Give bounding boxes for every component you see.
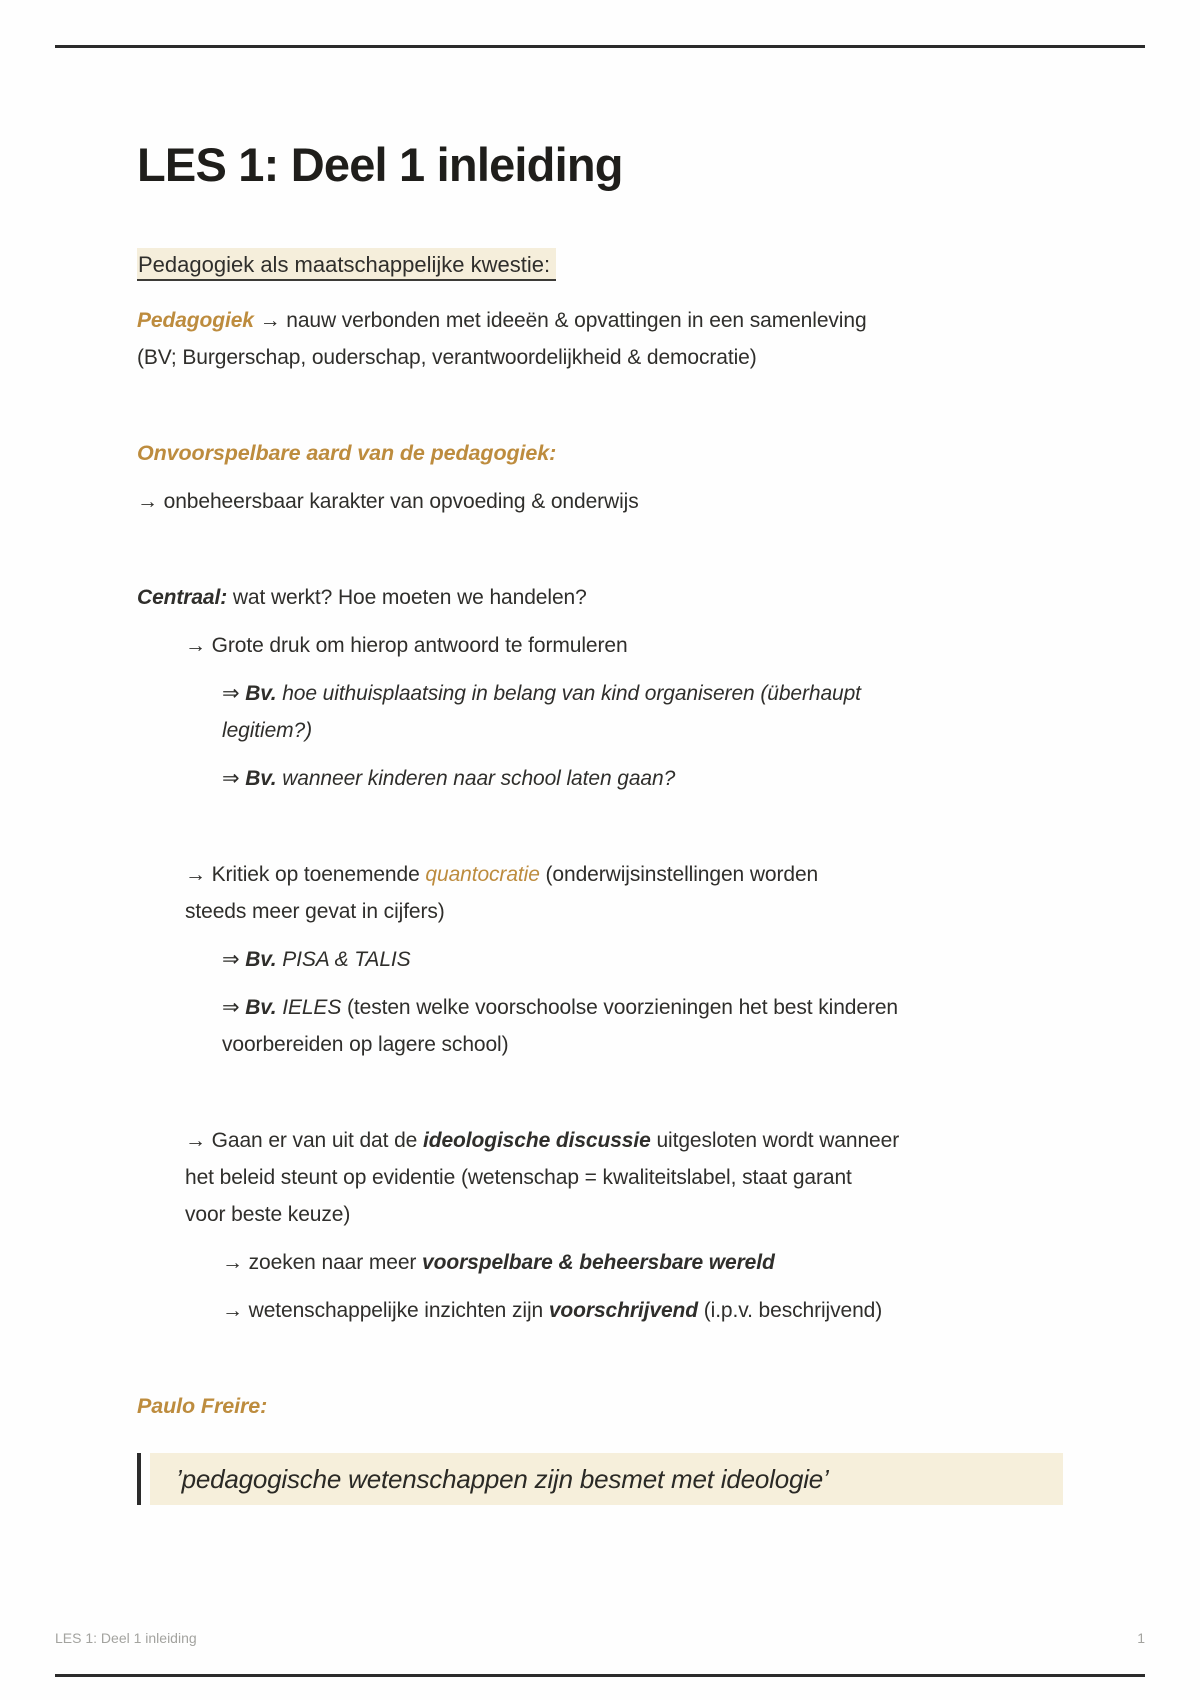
footer-page-number: 1 [1137, 1630, 1145, 1646]
paragraph [137, 1292, 1063, 1329]
paragraph [137, 302, 1063, 376]
paragraph [137, 675, 1063, 749]
text-run: ⇒ [222, 948, 246, 971]
spacer [137, 1074, 1063, 1111]
quote-bar [137, 1453, 141, 1505]
spacer [137, 387, 1063, 424]
document-blocks [137, 250, 1063, 1505]
text-run: ⇒ [222, 996, 246, 1019]
footer-title: LES 1: Deel 1 inleiding [55, 1630, 197, 1646]
text-run: Centraal: [137, 586, 228, 609]
text-run: Bv. [245, 682, 277, 705]
text-run: (onderwijsinstellingen worden [539, 863, 819, 886]
text-run: ⇒ [222, 767, 246, 790]
text-run: (BV; Burgerschap, ouderschap, verantwoordelijkheid & democratie) [137, 346, 757, 369]
paragraph [137, 579, 1063, 616]
text-run: voorspelbare & beheersbare wereld [422, 1251, 775, 1274]
text-run: wat werkt? Hoe moeten we handelen? [227, 586, 587, 609]
subsection-heading [137, 1388, 1063, 1425]
text-run: Onvoorspelbare aard van de pedagogiek: [137, 441, 557, 465]
text-run: voorbereiden op lagere school) [222, 1033, 509, 1056]
accent-text-run: Pedagogiek [137, 309, 254, 332]
spacer [137, 808, 1063, 845]
quote-text [150, 1453, 1063, 1505]
spacer [137, 1340, 1063, 1377]
text-run: ⇒ [222, 682, 246, 705]
text-run: IELES [276, 996, 342, 1019]
text-run: wanneer kinderen naar school laten gaan? [276, 767, 676, 790]
text-run: legitiem?) [222, 719, 313, 742]
page-title: LES 1: Deel 1 inleiding [137, 138, 623, 191]
paragraph [137, 1122, 1063, 1233]
paragraph [137, 627, 1063, 664]
top-rule [55, 45, 1145, 48]
text-run: Paulo Freire: [137, 1394, 268, 1418]
subsection-heading [137, 435, 1063, 472]
text-run: Pedagogiek als maatschappelijke kwestie: [138, 252, 551, 277]
paragraph [137, 941, 1063, 978]
text-run: → Grote druk om hierop antwoord te formuleren [185, 634, 628, 657]
paragraph [137, 760, 1063, 797]
paragraph [137, 989, 1063, 1063]
text-run: → wetenschappelijke inzichten zijn [222, 1299, 549, 1322]
text-run: (testen welke voorschoolse voorzieningen het best kinderen [341, 996, 899, 1019]
text-run: → onbeheersbaar karakter van opvoeding & onderwijs [137, 490, 639, 513]
text-run: → Kritiek op toenemende [185, 863, 426, 886]
text-run: ’pedagogische wetenschappen zijn besmet met ideologie’ [176, 1464, 829, 1494]
paragraph [137, 1244, 1063, 1281]
text-run: Bv. [245, 996, 277, 1019]
highlighted-underlined-text [137, 248, 556, 281]
accent-text-run: quantocratie [425, 863, 540, 886]
text-run: voor beste keuze) [185, 1203, 351, 1226]
text-run: → zoeken naar meer [222, 1251, 423, 1274]
text-run: voorschrijvend [548, 1299, 698, 1322]
text-run: hoe uithuisplaatsing in belang van kind organiseren (überhaupt [276, 682, 861, 705]
text-run: het beleid steunt op evidentie (wetenschap = kwaliteitslabel, staat garant [185, 1166, 852, 1189]
text-run: uitgesloten wordt wanneer [650, 1129, 900, 1152]
text-run: → Gaan er van uit dat de [185, 1129, 423, 1152]
bottom-rule [55, 1674, 1145, 1677]
paragraph [137, 483, 1063, 520]
text-run: (i.p.v. beschrijvend) [698, 1299, 883, 1322]
section-heading-underlined [137, 250, 1063, 280]
quote-block [137, 1453, 1063, 1505]
spacer [137, 531, 1063, 568]
text-run: → nauw verbonden met ideeën & opvattingen in een samenleving [253, 309, 867, 332]
paragraph [137, 856, 1063, 930]
text-run: ideologische discussie [422, 1129, 651, 1152]
text-run: PISA & TALIS [276, 948, 411, 971]
page-footer [55, 1630, 1145, 1646]
text-run: Bv. [245, 767, 277, 790]
text-run: Bv. [245, 948, 277, 971]
text-run: steeds meer gevat in cijfers) [185, 900, 445, 923]
document-content [137, 138, 1063, 1505]
